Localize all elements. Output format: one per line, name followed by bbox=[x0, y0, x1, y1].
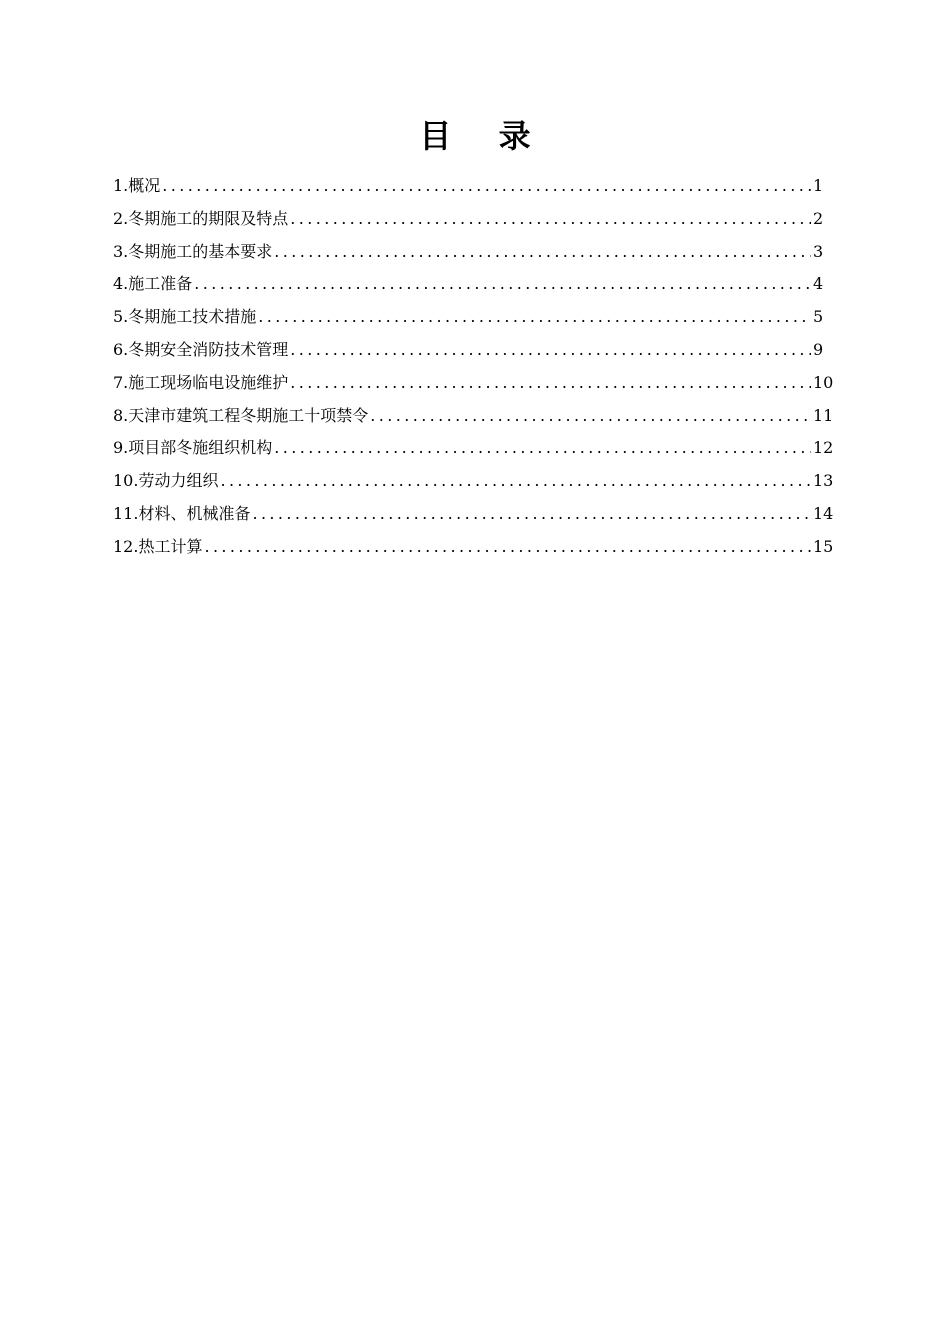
toc-dot-leader bbox=[274, 434, 811, 462]
toc-entry-page: 13 bbox=[813, 471, 834, 491]
toc-entry-label: 11.材料、机械准备 bbox=[113, 503, 251, 523]
toc-entry bbox=[113, 172, 833, 205]
toc-entry-label: 8.天津市建筑工程冬期施工十项禁令 bbox=[113, 405, 369, 425]
toc-entry bbox=[113, 238, 833, 271]
toc-entry bbox=[113, 336, 833, 369]
toc-dot-leader bbox=[274, 238, 811, 266]
toc-entry-label: 5.冬期施工技术措施 bbox=[113, 307, 257, 327]
toc-dot-leader bbox=[290, 336, 811, 364]
toc-entry-page: 9 bbox=[813, 339, 824, 359]
toc-entry-label: 1.概况 bbox=[113, 176, 161, 195]
toc-dot-leader bbox=[252, 500, 811, 528]
toc-entry-label: 2.冬期施工的期限及特点 bbox=[113, 208, 289, 228]
toc-entry bbox=[113, 303, 833, 336]
toc-entry bbox=[113, 434, 833, 467]
toc-title: 目 录 bbox=[419, 117, 549, 155]
toc-entry-page: 12 bbox=[813, 438, 834, 458]
toc-dot-leader bbox=[220, 467, 811, 495]
toc-entry-page: 5 bbox=[813, 307, 824, 327]
toc-entry-page: 10 bbox=[813, 372, 834, 392]
toc-entry bbox=[113, 369, 833, 402]
toc-entry-page: 3 bbox=[813, 241, 824, 261]
toc-dot-leader bbox=[290, 369, 811, 397]
toc-entry-label: 7.施工现场临电设施维护 bbox=[113, 372, 289, 392]
toc-entry-label: 10.劳动力组织 bbox=[113, 471, 219, 491]
toc-entry bbox=[113, 500, 833, 533]
toc-entry-label: 6.冬期安全消防技术管理 bbox=[113, 339, 289, 359]
toc-entry-page: 14 bbox=[813, 503, 834, 523]
toc-entry-page: 15 bbox=[813, 536, 834, 556]
toc-entry-page: 2 bbox=[813, 208, 824, 228]
toc-entry-page: 11 bbox=[813, 405, 834, 425]
toc-entry-label: 4.施工准备 bbox=[113, 274, 193, 294]
toc-entry-page: 4 bbox=[813, 274, 824, 294]
toc-dot-leader bbox=[194, 270, 811, 298]
toc-dot-leader bbox=[162, 172, 811, 200]
toc-entry-label: 12.热工计算 bbox=[113, 536, 203, 556]
toc-entry bbox=[113, 467, 833, 500]
toc-entry bbox=[113, 205, 833, 238]
toc-entry-page: 1 bbox=[813, 176, 824, 195]
toc-entry bbox=[113, 533, 833, 566]
toc-dot-leader bbox=[290, 205, 811, 233]
toc-dot-leader bbox=[370, 402, 811, 430]
toc-dot-leader bbox=[258, 303, 811, 331]
toc-dot-leader bbox=[204, 533, 811, 561]
table-of-contents bbox=[113, 172, 833, 566]
toc-entry bbox=[113, 270, 833, 303]
toc-entry-label: 3.冬期施工的基本要求 bbox=[113, 241, 273, 261]
toc-entry-label: 9.项目部冬施组织机构 bbox=[113, 438, 273, 458]
toc-entry bbox=[113, 402, 833, 435]
